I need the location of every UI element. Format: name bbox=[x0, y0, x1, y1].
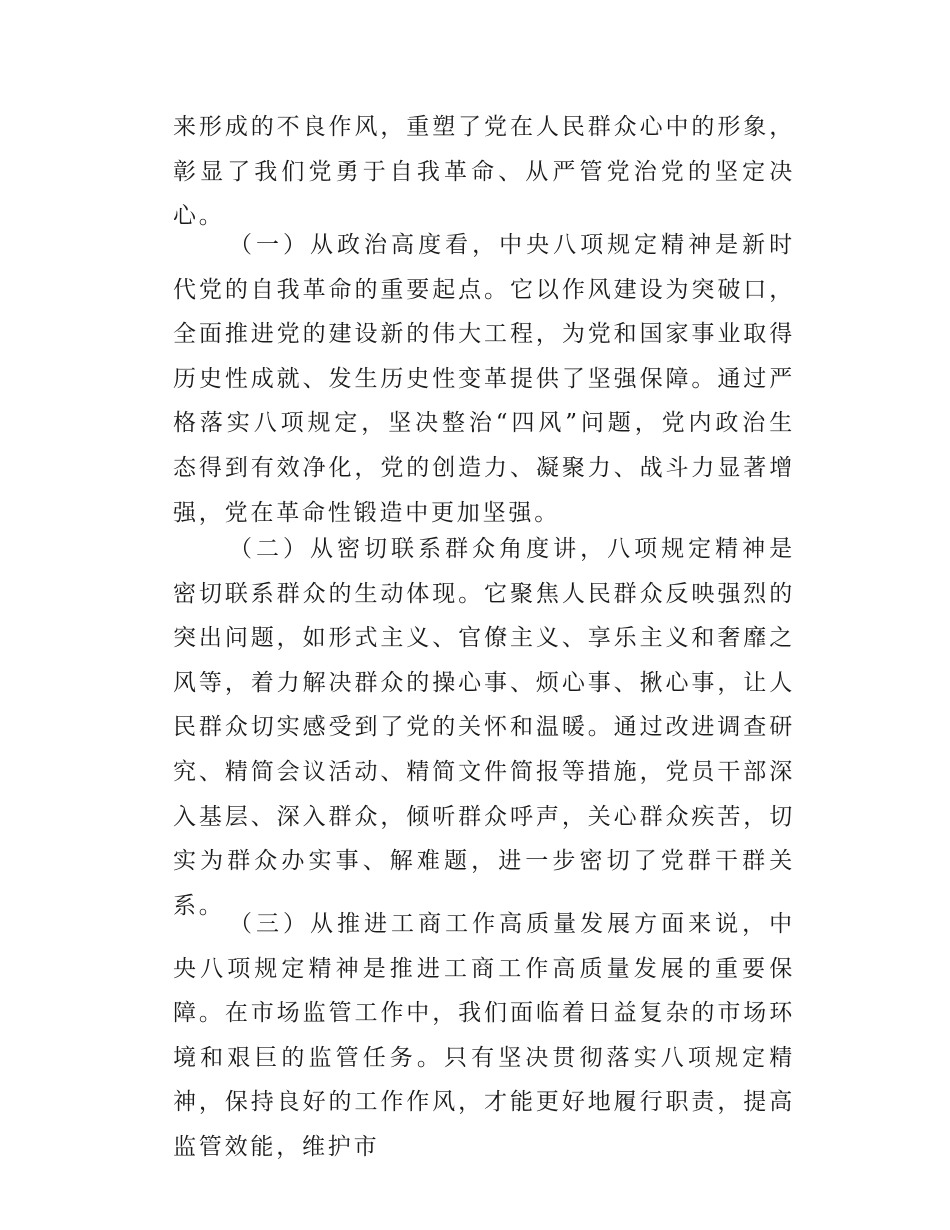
paragraph-business-development: （三）从推进工商工作高质量发展方面来说，中央八项规定精神是推进工商工作高质量发展的重要保障。在市场监管工作中，我们面临着日益复杂的市场环境和艰巨的监管任务。只有坚决贯彻落实八项规定精神，保持良好的工作作风，才能更好地履行职责，提高监管效能，维护市 bbox=[173, 911, 795, 1160]
paragraph-political-height: （一）从政治高度看，中央八项规定精神是新时代党的自我革命的重要起点。它以作风建设为突破口，全面推进党的建设新的伟大工程，为党和国家事业取得历史性成就、发生历史性变革提供了坚强保障。通过严格落实八项规定，坚决整治“四风”问题，党内政治生态得到有效净化，党的创造力、凝聚力、战斗力显著增强，党在革命性锻造中更加坚强。 bbox=[173, 232, 795, 526]
paragraph-continuation: 来形成的不良作风，重塑了党在人民群众心中的形象，彰显了我们党勇于自我革命、从严管党治党的坚定决心。 bbox=[173, 114, 795, 230]
paragraph-mass-connection: （二）从密切联系群众角度讲，八项规定精神是密切联系群众的生动体现。它聚焦人民群众反映强烈的突出问题，如形式主义、官僚主义、享乐主义和奢靡之风等，着力解决群众的操心事、烦心事、揪心事，让人民群众切实感受到了党的关怀和温暖。通过改进调查研究、精简会议活动、精简文件简报等措施，党员干部深入基层、深入群众，倾听群众呼声，关心群众疾苦，切实为群众办实事、解难题，进一步密切了党群干群关系。 bbox=[173, 536, 795, 919]
